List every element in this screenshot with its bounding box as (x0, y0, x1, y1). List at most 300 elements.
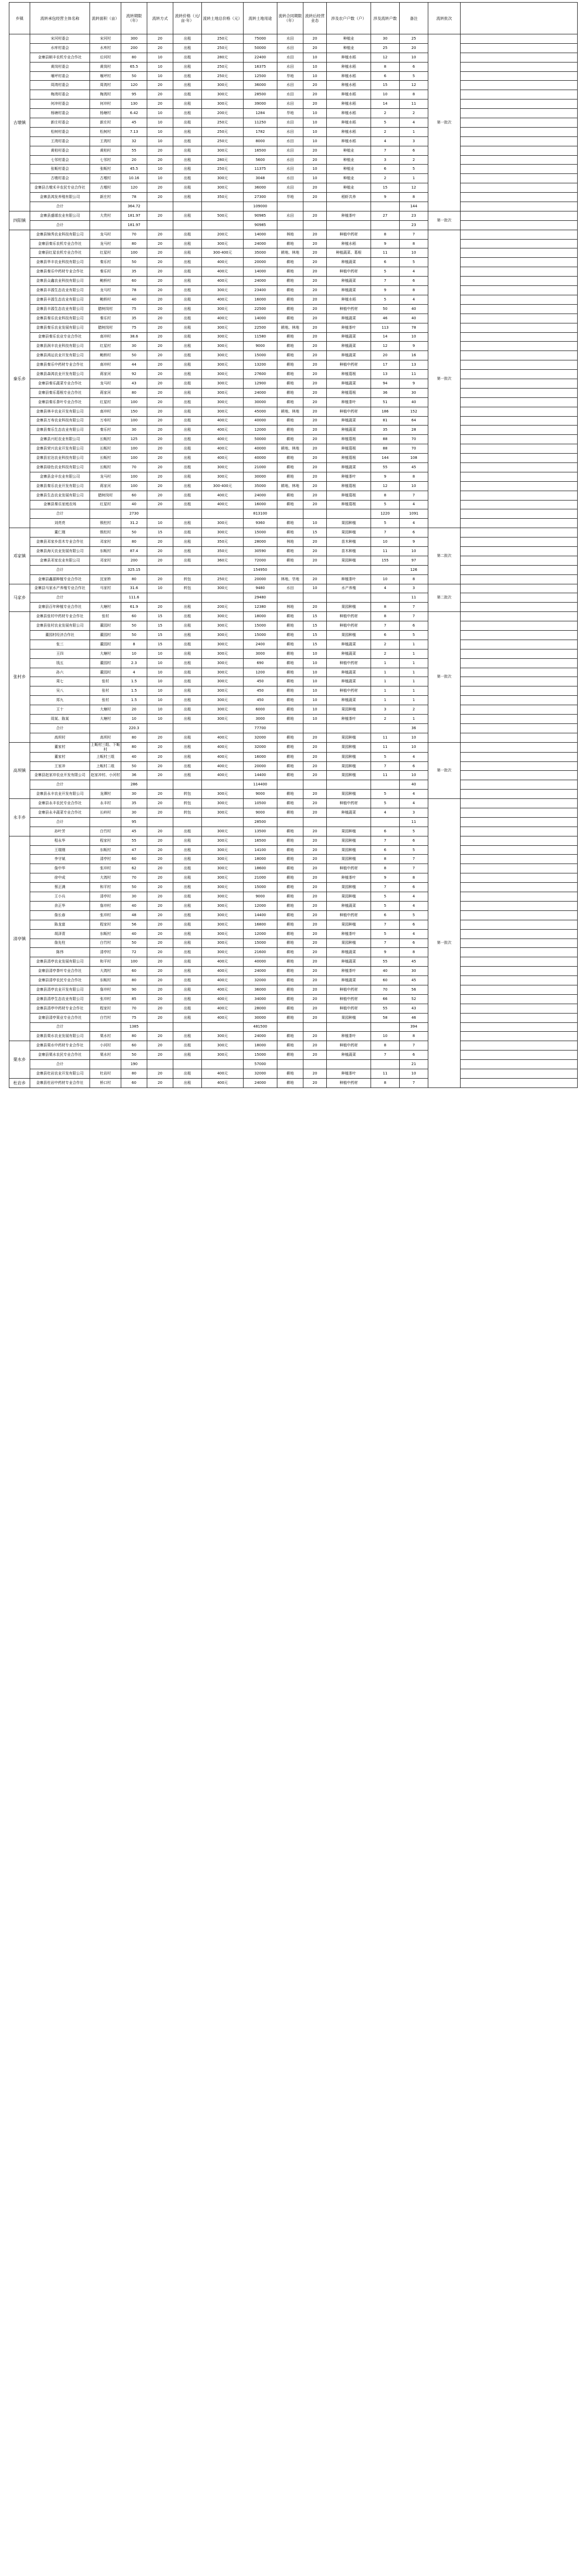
cell-households: 1 (371, 677, 400, 686)
header-entity: 流转承包经营主体名称 (30, 3, 90, 34)
cell-price: 300元 (202, 174, 244, 183)
cell-area: 120 (121, 183, 147, 193)
cell-transfer-households: 10 (400, 546, 428, 556)
cell-households: 3 (371, 705, 400, 715)
cell-use: 耕地 (277, 827, 303, 836)
cell-contract: 20 (303, 211, 327, 220)
cell-households: 35 (371, 426, 400, 435)
cell-blank (461, 286, 578, 295)
cell-total: 21000 (244, 462, 277, 472)
cell-transfer-households: 7 (400, 864, 428, 873)
cell-households: 6 (371, 71, 400, 81)
cell-format: 果园种植 (327, 1013, 371, 1022)
cell-entity: 周七 (30, 677, 90, 686)
cell-method: 出租 (173, 454, 202, 463)
cell-method: 出租 (173, 155, 202, 165)
cell-transfer-households: 4 (400, 500, 428, 509)
land-transfer-table (9, 2, 578, 1088)
cell-entity: 金寨县锦秀农业科技有限公司 (30, 230, 90, 239)
cell-entity: 金寨县永丰蔬菜专业合作社 (30, 808, 90, 818)
cell-area: 75 (121, 323, 147, 332)
cell-price (202, 817, 244, 827)
cell-total: 16500 (244, 146, 277, 155)
cell-blank (461, 1069, 578, 1078)
cell-use: 耕地、林地 (277, 248, 303, 258)
cell-contract: 10 (303, 62, 327, 71)
batch-cell: 第一批次 (428, 34, 461, 211)
cell-total: 16375 (244, 62, 277, 71)
cell-households: 11 (371, 771, 400, 780)
cell-use: 水田 (277, 174, 303, 183)
cell-transfer-households: 7 (400, 612, 428, 621)
cell-area: 70 (121, 230, 147, 239)
cell-price: 400元 (202, 267, 244, 277)
cell-entity: 金寨县杜岩农业开发有限公司 (30, 1069, 90, 1078)
table-row (9, 621, 578, 631)
cell-price (202, 509, 244, 519)
cell-contract (303, 593, 327, 603)
cell-transfer-households: 9 (400, 537, 428, 547)
cell-village: 腊树岗村 (90, 323, 121, 332)
cell-total: 14000 (244, 314, 277, 323)
cell-village: 鲍桥村 (90, 351, 121, 360)
cell-format: 种植蔬菜 (327, 1051, 371, 1060)
cell-transfer-households: 11 (400, 99, 428, 109)
cell-village: 董园村 (90, 631, 121, 640)
cell-area: 95 (121, 817, 147, 827)
cell-total: 813100 (244, 509, 277, 519)
cell-entity: 刘亮亮 (30, 519, 90, 528)
cell-method: 出租 (173, 519, 202, 528)
cell-transfer-households: 10 (400, 248, 428, 258)
cell-transfer-households: 8 (400, 873, 428, 883)
cell-households: 4 (371, 136, 400, 146)
cell-format: 种植茶叶 (327, 211, 371, 220)
cell-price: 250元 (202, 127, 244, 136)
cell-format: 果园种植 (327, 631, 371, 640)
cell-households: 81 (371, 416, 400, 426)
cell-transfer-households: 10 (400, 481, 428, 491)
cell-total: 11375 (244, 165, 277, 174)
table-row (9, 640, 578, 649)
cell-method (173, 593, 202, 603)
cell-transfer-households: 9 (400, 342, 428, 351)
cell-price: 250元 (202, 62, 244, 71)
cell-blank (461, 967, 578, 976)
cell-format: 种植业 (327, 155, 371, 165)
cell-village: 张冲村 (90, 994, 121, 1004)
cell-transfer-households: 11 (400, 817, 428, 827)
cell-method: 出租 (173, 967, 202, 976)
cell-method: 出租 (173, 444, 202, 454)
cell-use: 水田 (277, 81, 303, 90)
batch-cell: 第一批次 (428, 799, 461, 1088)
cell-households: 66 (371, 994, 400, 1004)
table-row (9, 957, 578, 967)
cell-price (202, 1022, 244, 1032)
cell-term: 10 (147, 668, 173, 677)
cell-use: 耕地 (277, 715, 303, 724)
cell-method: 出租 (173, 771, 202, 780)
cell-village (90, 220, 121, 230)
cell-method: 转包 (173, 799, 202, 808)
cell-method: 出租 (173, 705, 202, 715)
cell-transfer-households: 1 (400, 677, 428, 686)
cell-total: 6000 (244, 705, 277, 715)
cell-format: 种植蔬菜 (327, 696, 371, 705)
cell-price: 200元 (202, 109, 244, 118)
cell-households: 9 (371, 286, 400, 295)
cell-area: 6.42 (121, 109, 147, 118)
cell-price: 300元 (202, 351, 244, 360)
table-row (9, 99, 578, 109)
cell-total: 27300 (244, 193, 277, 202)
cell-term: 20 (147, 845, 173, 855)
cell-use: 耕地 (277, 1069, 303, 1078)
cell-term: 20 (147, 1078, 173, 1087)
cell-entity: 周某、陈某 (30, 715, 90, 724)
cell-format: 种植葛根 (327, 444, 371, 454)
cell-area: 100 (121, 444, 147, 454)
table-row (9, 761, 578, 771)
cell-format: 种植中药材 (327, 686, 371, 696)
cell-entity: 金寨县秦乐农机专业合作社 (30, 239, 90, 248)
cell-entity: 董园村经济合作社 (30, 631, 90, 640)
cell-households: 1 (371, 696, 400, 705)
cell-area: 45 (121, 118, 147, 128)
cell-term: 20 (147, 1004, 173, 1013)
cell-entity: 合计 (30, 723, 90, 733)
cell-contract: 20 (303, 948, 327, 957)
cell-total: 24000 (244, 967, 277, 976)
cell-blank (461, 481, 578, 491)
cell-contract: 20 (303, 771, 327, 780)
cell-entity: 詹中华 (30, 864, 90, 873)
cell-contract: 20 (303, 994, 327, 1004)
cell-price: 400元 (202, 994, 244, 1004)
table-row (9, 500, 578, 509)
cell-method: 出租 (173, 976, 202, 985)
cell-use: 耕地 (277, 267, 303, 277)
cell-area: 35 (121, 267, 147, 277)
cell-entity: 合计 (30, 220, 90, 230)
cell-total: 57000 (244, 1060, 277, 1069)
cell-entity: 金寨县海天农业发展有限公司 (30, 546, 90, 556)
cell-use: 耕地 (277, 733, 303, 742)
cell-format: 种植茶叶 (327, 967, 371, 976)
cell-term: 20 (147, 211, 173, 220)
cell-use (277, 817, 303, 827)
cell-blank (461, 220, 578, 230)
batch-cell: 第二批次 (428, 584, 461, 612)
cell-total: 15000 (244, 631, 277, 640)
cell-total: 22500 (244, 304, 277, 314)
cell-blank (461, 994, 578, 1004)
cell-transfer-households: 1 (400, 668, 428, 677)
cell-households: 7 (371, 920, 400, 929)
cell-total: 10500 (244, 799, 277, 808)
cell-use: 耕地 (277, 761, 303, 771)
cell-households: 5 (371, 118, 400, 128)
cell-use: 耕地 (277, 686, 303, 696)
cell-format: 种植水稻 (327, 81, 371, 90)
cell-price: 300元 (202, 705, 244, 715)
cell-entity: 合计 (30, 817, 90, 827)
cell-blank (461, 761, 578, 771)
cell-area: 150 (121, 407, 147, 416)
cell-contract: 20 (303, 286, 327, 295)
cell-transfer-households: 394 (400, 1022, 428, 1032)
cell-area: 130 (121, 99, 147, 109)
cell-entity: 金寨县顺丰农机专业合作社 (30, 53, 90, 62)
cell-method: 出租 (173, 118, 202, 128)
cell-format: 种植葛根 (327, 491, 371, 500)
cell-price: 400元 (202, 1069, 244, 1078)
cell-blank (461, 649, 578, 658)
cell-term: 10 (147, 71, 173, 81)
cell-area: 90 (121, 985, 147, 994)
cell-use: 耕地 (277, 1032, 303, 1041)
cell-transfer-households: 12 (400, 183, 428, 193)
cell-use: 水田 (277, 34, 303, 44)
cell-term: 20 (147, 948, 173, 957)
cell-transfer-households: 8 (400, 286, 428, 295)
table-row (9, 81, 578, 90)
cell-households: 36 (371, 388, 400, 397)
cell-entity: 金寨县万寿农业科技有限公司 (30, 416, 90, 426)
cell-village: 秦乐村 (90, 267, 121, 277)
cell-entity: 堰坪村委会 (30, 71, 90, 81)
cell-transfer-households: 10 (400, 733, 428, 742)
cell-households: 7 (371, 528, 400, 537)
cell-blank (461, 742, 578, 752)
cell-village: 张冲村 (90, 864, 121, 873)
header-households: 涉及农户户数（户） (327, 3, 371, 34)
cell-total: 14100 (244, 845, 277, 855)
cell-term: 20 (147, 34, 173, 44)
cell-households: 7 (371, 939, 400, 948)
cell-entity: 金寨县百年种植专业合作社 (30, 603, 90, 612)
cell-entity: 金寨县森鸿农业开发有限公司 (30, 370, 90, 379)
cell-use: 耕地 (277, 631, 303, 640)
cell-contract (303, 220, 327, 230)
cell-village: 龙马村 (90, 239, 121, 248)
cell-area: 30 (121, 342, 147, 351)
header-transfer-households: 涉及流转户数 (371, 3, 400, 34)
cell-term: 20 (147, 472, 173, 481)
cell-term: 10 (147, 519, 173, 528)
cell-term: 20 (147, 99, 173, 109)
table-row (9, 771, 578, 780)
cell-total: 2400 (244, 640, 277, 649)
header-format: 流转后经营业态 (303, 3, 327, 34)
cell-households: 5 (371, 929, 400, 939)
cell-area: 50 (121, 631, 147, 640)
cell-area: 1385 (121, 1022, 147, 1032)
cell-entity: 金寨县鸿发养殖有限公司 (30, 193, 90, 202)
cell-format: 种植葛根 (327, 435, 371, 444)
cell-term: 20 (147, 351, 173, 360)
cell-area: 87.4 (121, 546, 147, 556)
cell-term: 20 (147, 985, 173, 994)
cell-transfer-households: 45 (400, 976, 428, 985)
cell-households (371, 780, 400, 790)
cell-households: 5 (371, 790, 400, 799)
cell-price: 400元 (202, 752, 244, 761)
cell-village: 大塘村 (90, 603, 121, 612)
table-row (9, 351, 578, 360)
cell-transfer-households: 4 (400, 267, 428, 277)
cell-contract: 20 (303, 1004, 327, 1013)
cell-village: 龙马村 (90, 230, 121, 239)
table-row (9, 314, 578, 323)
cell-entity: 金寨县栗水农民专业合作社 (30, 1051, 90, 1060)
cell-area: 100 (121, 957, 147, 967)
cell-method: 出租 (173, 920, 202, 929)
cell-households: 2 (371, 649, 400, 658)
cell-method: 出租 (173, 556, 202, 565)
cell-format: 果园种植 (327, 836, 371, 845)
cell-format (327, 202, 371, 211)
cell-area: 80 (121, 53, 147, 62)
cell-households: 14 (371, 99, 400, 109)
cell-entity: 王湾村委会 (30, 136, 90, 146)
batch-cell: 第一批次 (428, 612, 461, 742)
cell-transfer-households: 5 (400, 165, 428, 174)
cell-households (371, 202, 400, 211)
cell-blank (461, 1032, 578, 1041)
cell-use: 耕地 (277, 277, 303, 286)
table-row (9, 920, 578, 929)
cell-method: 出租 (173, 668, 202, 677)
cell-price: 200元 (202, 603, 244, 612)
cell-area: 62 (121, 864, 147, 873)
cell-term: 20 (147, 733, 173, 742)
table-row (9, 668, 578, 677)
cell-transfer-households: 97 (400, 556, 428, 565)
cell-format: 果园种植 (327, 528, 371, 537)
cell-format: 种植蔬菜 (327, 677, 371, 686)
cell-village: 古墩村 (90, 174, 121, 183)
table-row (9, 967, 578, 976)
table-row (9, 752, 578, 761)
cell-area: 35 (121, 314, 147, 323)
cell-contract (303, 780, 327, 790)
cell-term: 20 (147, 193, 173, 202)
cell-transfer-households: 152 (400, 407, 428, 416)
cell-method: 出租 (173, 929, 202, 939)
cell-total: 20000 (244, 761, 277, 771)
cell-entity: 金寨县丰源生态农业有限公司 (30, 286, 90, 295)
cell-transfer-households: 7 (400, 491, 428, 500)
cell-contract (303, 1022, 327, 1032)
cell-price: 300元 (202, 1041, 244, 1051)
cell-entity: 金寨县林丰农业开发有限公司 (30, 407, 90, 416)
cell-total: 50000 (244, 43, 277, 53)
cell-term: 20 (147, 416, 173, 426)
cell-blank (461, 53, 578, 62)
cell-format: 果园种植 (327, 883, 371, 892)
cell-entity: 金寨县秦乐茶叶专业合作社 (30, 397, 90, 407)
cell-price: 300元 (202, 827, 244, 836)
cell-method: 出租 (173, 127, 202, 136)
cell-transfer-households: 11 (400, 593, 428, 603)
cell-method: 出租 (173, 528, 202, 537)
cell-price: 300元 (202, 649, 244, 658)
cell-transfer-households: 46 (400, 1013, 428, 1022)
cell-village: 七邻村 (90, 155, 121, 165)
cell-transfer-households: 4 (400, 790, 428, 799)
table-row (9, 556, 578, 565)
cell-format: 种植蔬菜 (327, 426, 371, 435)
cell-households: 51 (371, 397, 400, 407)
cell-use: 水田 (277, 136, 303, 146)
cell-term: 20 (147, 799, 173, 808)
cell-households: 1 (371, 658, 400, 668)
cell-total: 90985 (244, 211, 277, 220)
cell-village: 桥口村 (90, 1078, 121, 1087)
cell-area: 60 (121, 1041, 147, 1051)
cell-total: 36000 (244, 985, 277, 994)
cell-format: 种植水稻 (327, 136, 371, 146)
cell-total: 20000 (244, 574, 277, 584)
cell-blank (461, 976, 578, 985)
cell-term: 20 (147, 332, 173, 342)
cell-format: 种植蔬菜 (327, 668, 371, 677)
cell-entity: 合计 (30, 202, 90, 211)
cell-blank (461, 565, 578, 574)
cell-area: 325.15 (121, 565, 147, 574)
cell-use: 耕地 (277, 873, 303, 883)
town-cell: 栗水乡 (9, 1041, 30, 1079)
cell-transfer-households: 21 (400, 1060, 428, 1069)
cell-village: 锁柱村 (90, 519, 121, 528)
cell-village: 栗水村 (90, 1051, 121, 1060)
cell-village: 董园村 (90, 668, 121, 677)
cell-use: 水田 (277, 146, 303, 155)
cell-households: 2 (371, 640, 400, 649)
cell-transfer-households: 13 (400, 360, 428, 370)
cell-total: 9000 (244, 342, 277, 351)
cell-entity: 张三 (30, 640, 90, 649)
cell-use: 耕地 (277, 239, 303, 248)
cell-term (147, 593, 173, 603)
cell-blank (461, 799, 578, 808)
cell-entity: 金寨县丰源生态农业有限公司 (30, 295, 90, 304)
cell-blank (461, 1078, 578, 1087)
table-row (9, 658, 578, 668)
cell-area: 220.3 (121, 723, 147, 733)
cell-price: 300元 (202, 948, 244, 957)
cell-transfer-households: 1 (400, 658, 428, 668)
cell-method: 出租 (173, 426, 202, 435)
cell-blank (461, 780, 578, 790)
cell-village: 沈家桥 (90, 574, 121, 584)
cell-blank (461, 351, 578, 360)
cell-village: 长畈村 (90, 435, 121, 444)
cell-transfer-households: 10 (400, 771, 428, 780)
cell-blank (461, 723, 578, 733)
cell-contract: 10 (303, 174, 327, 183)
cell-term: 20 (147, 957, 173, 967)
cell-total: 35000 (244, 481, 277, 491)
table-row (9, 929, 578, 939)
cell-price: 200元 (202, 230, 244, 239)
cell-use: 耕地 (277, 435, 303, 444)
cell-use: 耕地 (277, 546, 303, 556)
cell-area: 80 (121, 388, 147, 397)
cell-total: 16500 (244, 836, 277, 845)
